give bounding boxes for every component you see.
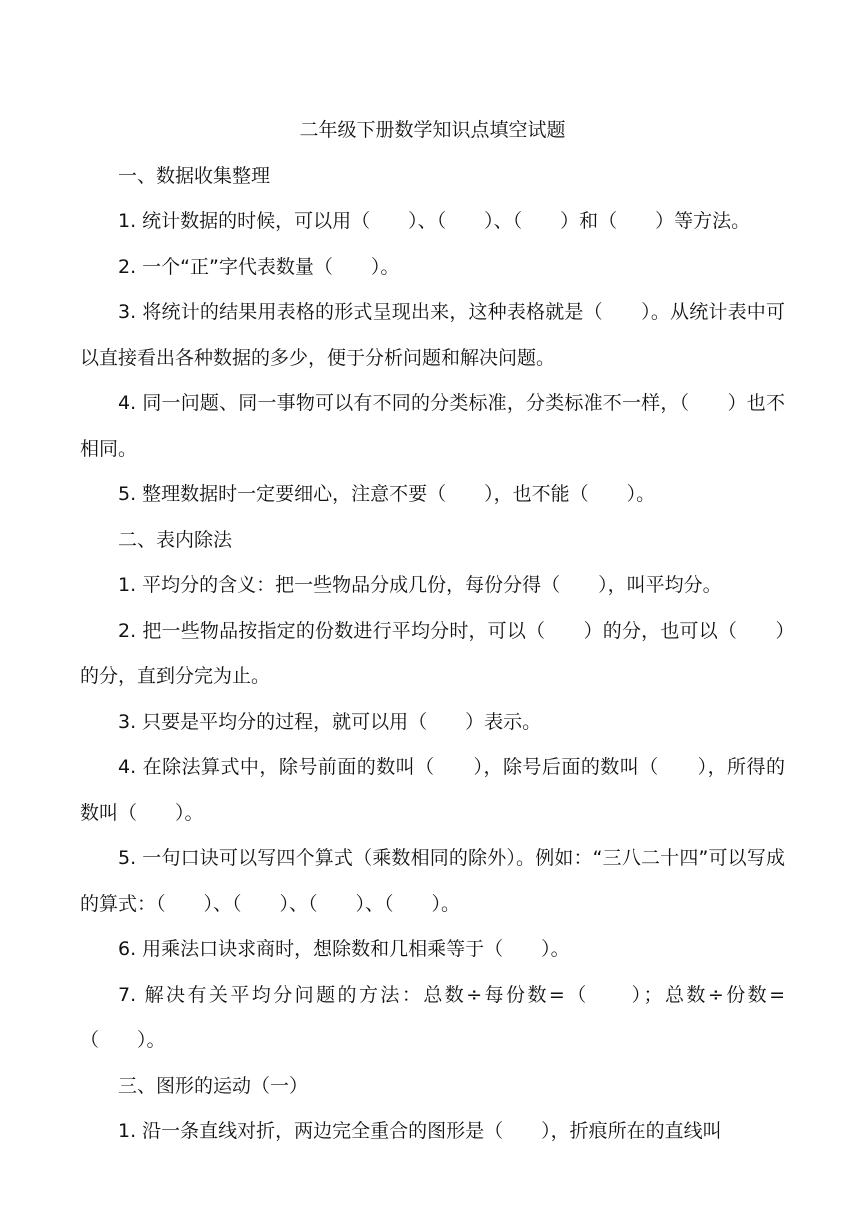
question-text: 平均分的含义：把一些物品分成几份，每份分得（ ），叫平均分。 <box>142 574 722 596</box>
question-item <box>80 1109 785 1155</box>
question-item <box>80 745 785 836</box>
question-item <box>80 700 785 746</box>
question-item <box>80 245 785 291</box>
question-text: 只要是平均分的过程，就可以用（ ）表示。 <box>142 710 542 733</box>
question-text: 一个“正”字代表数量（ ）。 <box>142 255 400 278</box>
question-text: 沿一条直线对折，两边完全重合的图形是（ ），折痕所在的直线叫 <box>142 1120 722 1142</box>
section-heading-data-collection: 一、数据收集整理 <box>118 164 271 187</box>
question-item <box>80 290 785 381</box>
question-number: 1. <box>118 1120 137 1142</box>
document-title: 二年级下册数学知识点填空试题 <box>299 119 566 141</box>
question-item <box>80 199 785 245</box>
question-number: 4. <box>118 756 137 778</box>
question-item <box>80 836 785 927</box>
question-number: 5. <box>118 483 137 505</box>
question-number: 5. <box>118 847 137 869</box>
question-number: 1. <box>118 574 137 596</box>
question-number: 4. <box>118 392 137 414</box>
question-number: 6. <box>118 938 137 960</box>
question-text: 用乘法口诀求商时，想除数和几相乘等于（ ）。 <box>142 938 570 960</box>
section-heading-table-division: 二、表内除法 <box>118 528 233 551</box>
question-number: 2. <box>118 619 137 642</box>
document-page <box>80 108 785 1155</box>
question-number: 2. <box>118 255 137 278</box>
question-item <box>80 973 785 1064</box>
question-number: 7. <box>118 983 137 1006</box>
question-item <box>80 472 785 518</box>
question-text: 在除法算式中，除号前面的数叫（ ），除号后面的数叫（ ），所得的数叫（ ）。 <box>80 756 785 824</box>
question-text: 解决有关平均分问题的方法：总数÷每份数=（ ）；总数÷份数=（ ）。 <box>80 983 785 1051</box>
section-heading-shape-motion: 三、图形的运动（一） <box>118 1074 309 1097</box>
question-number: 3. <box>118 710 137 733</box>
question-item <box>80 609 785 700</box>
question-item <box>80 381 785 472</box>
question-item <box>80 563 785 609</box>
question-text: 统计数据的时候，可以用（ ）、（ ）、（ ）和（ ）等方法。 <box>142 210 751 232</box>
question-text: 一句口诀可以写四个算式（乘数相同的除外）。例如：“三八二十四”可以写成的算式：（ ）、（ ）、（ ）、（ ）。 <box>80 847 785 915</box>
question-item <box>80 927 785 973</box>
question-number: 3. <box>118 301 137 323</box>
question-text: 把一些物品按指定的份数进行平均分时，可以（ ）的分，也可以（ ）的分，直到分完为止。 <box>80 619 785 687</box>
question-number: 1. <box>118 210 137 232</box>
question-text: 整理数据时一定要细心，注意不要（ ），也不能（ ）。 <box>142 483 656 505</box>
question-text: 将统计的结果用表格的形式呈现出来，这种表格就是（ ）。从统计表中可以直接看出各种数据的多少，便于分析问题和解决问题。 <box>80 301 785 369</box>
question-text: 同一问题、同一事物可以有不同的分类标准，分类标准不一样，（ ）也不相同。 <box>80 392 785 460</box>
